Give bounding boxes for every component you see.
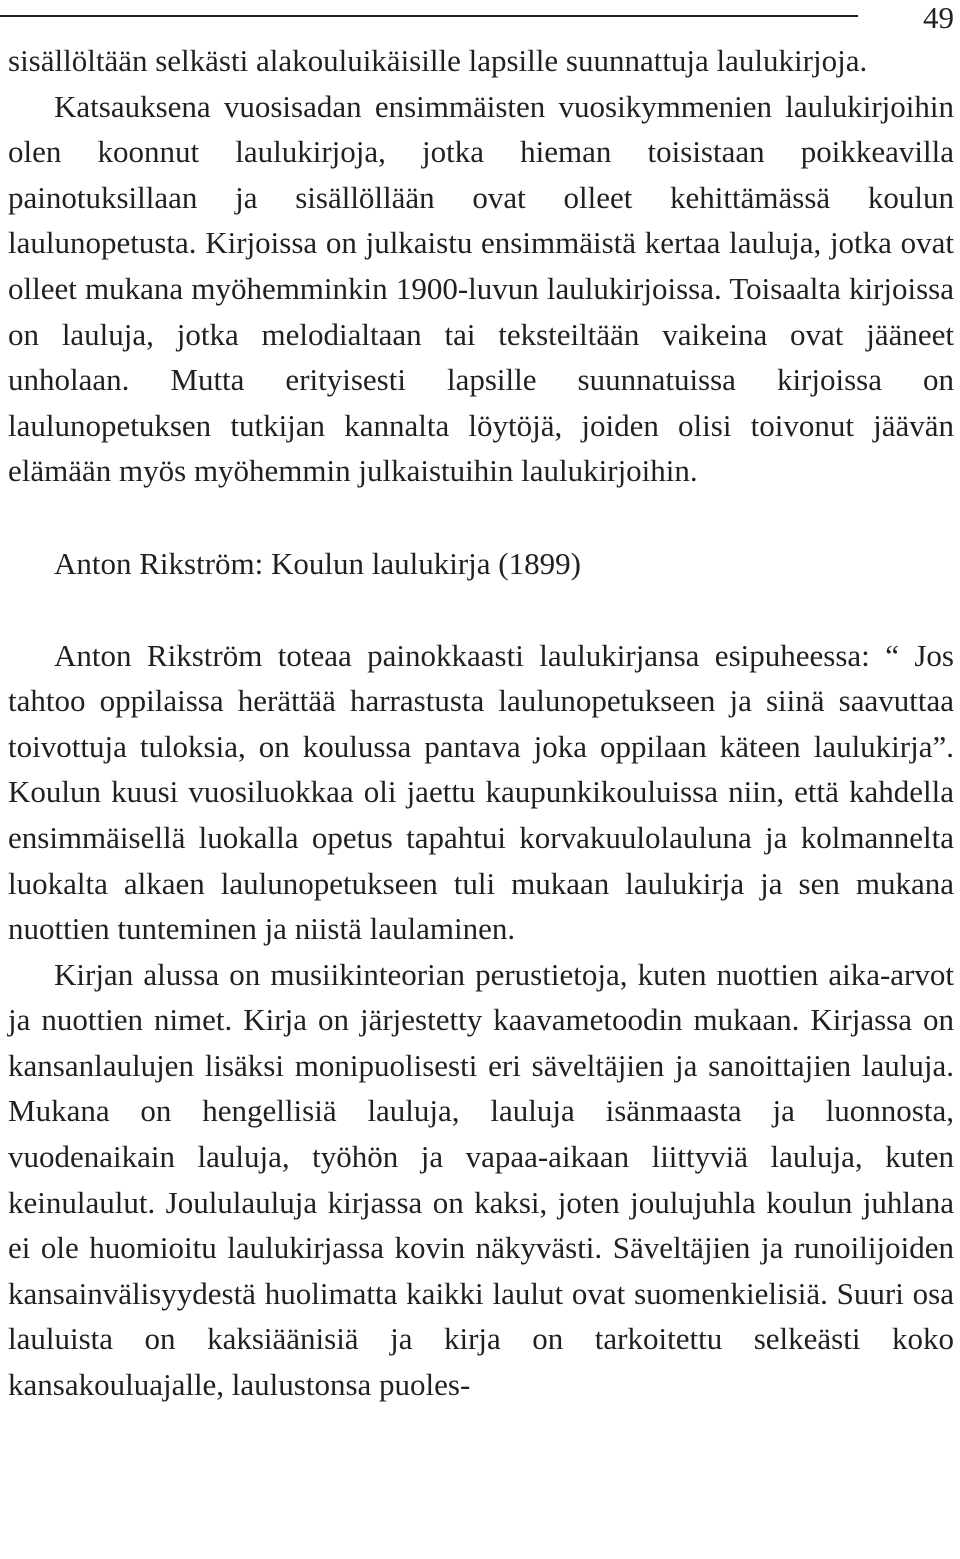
paragraph-overview: Katsauksena vuosisadan ensimmäisten vuosikymmenien laulukirjoihin olen koonnut laulukirjoja, jotka hieman toisistaan poikkeavilla painotuksillaan ja sisällöllään ovat olleet kehittämässä koulun laulunopetusta. Kirjoissa on julkaistu ensimmäistä kertaa lauluja, jotka ovat olleet mukana myöhemminkin 1900-luvun laulukirjoissa. Toisaalta kirjoissa on lauluja, jotka melodialtaan tai teksteiltään vaikeina ovat jääneet unholaan. Mutta erityisesti lapsille suunnatuissa kirjoissa on laulunopetuksen tutkijan kannalta löytöjä, joiden olisi toivonut jäävän elämään myös myöhemmin julkaistuihin laulukirjoihin. bbox=[8, 88, 954, 489]
spacer bbox=[8, 494, 954, 541]
spacer bbox=[8, 587, 954, 633]
paragraph-book-contents: Kirjan alussa on musiikinteorian perustietoja, kuten nuottien aika-arvot ja nuottien nimet. Kirja on järjestetty kaavametoodin mukaan. Kirjassa on kansanlaulujen lisäksi monipuolisesti eri säveltäjien ja sanoittajien lauluja. Mukana on hengellisiä lauluja, lauluja isänmaasta ja luonnosta, vuodenaikain lauluja, työhön ja vapaa-aikaan liittyviä lauluja, kuten keinulaulut. Joululauluja kirjassa on kaksi, joten joulujuhla koulun juhlana ei ole huomioitu laulukirjassa kovin näkyvästi. Säveltäjien ja runoilijoiden kansainvälisyydestä huolimatta kaikki laulut ovat suomenkielisiä. Suuri osa lauluista on kaksiäänisiä ja kirja on tarkoitettu selkeästi koko kansakouluajalle, laulustonsa puoles- bbox=[8, 956, 954, 1403]
header-rule bbox=[0, 15, 858, 17]
section-heading: Anton Rikström: Koulun laulukirja (1899) bbox=[54, 545, 581, 581]
paragraph-continuation: sisällöltään selkästi alakouluikäisille lapsille suunnattuja laulukirjoja. bbox=[8, 43, 868, 78]
body-text bbox=[8, 38, 954, 1408]
page-number: 49 bbox=[923, 0, 954, 35]
paragraph-preface-quote: Anton Rikström toteaa painokkaasti laulukirjansa esipuheessa: “ Jos tahtoo oppilaissa herättää harrastusta laulunopetukseen ja siinä saavuttaa toivottuja tuloksia, on koulussa pantava joka oppilaan käteen laulukirja”. Koulun kuusi vuosiluokkaa oli jaettu kaupunkikouluissa niin, että kahdella ensimmäisellä luokalla opetus tapahtui korvakuulolauluna ja kolmannelta luokalta alkaen laulunopetukseen tuli mukaan laulukirja ja sen mukana nuottien tunteminen ja niistä laulaminen. bbox=[8, 637, 954, 947]
